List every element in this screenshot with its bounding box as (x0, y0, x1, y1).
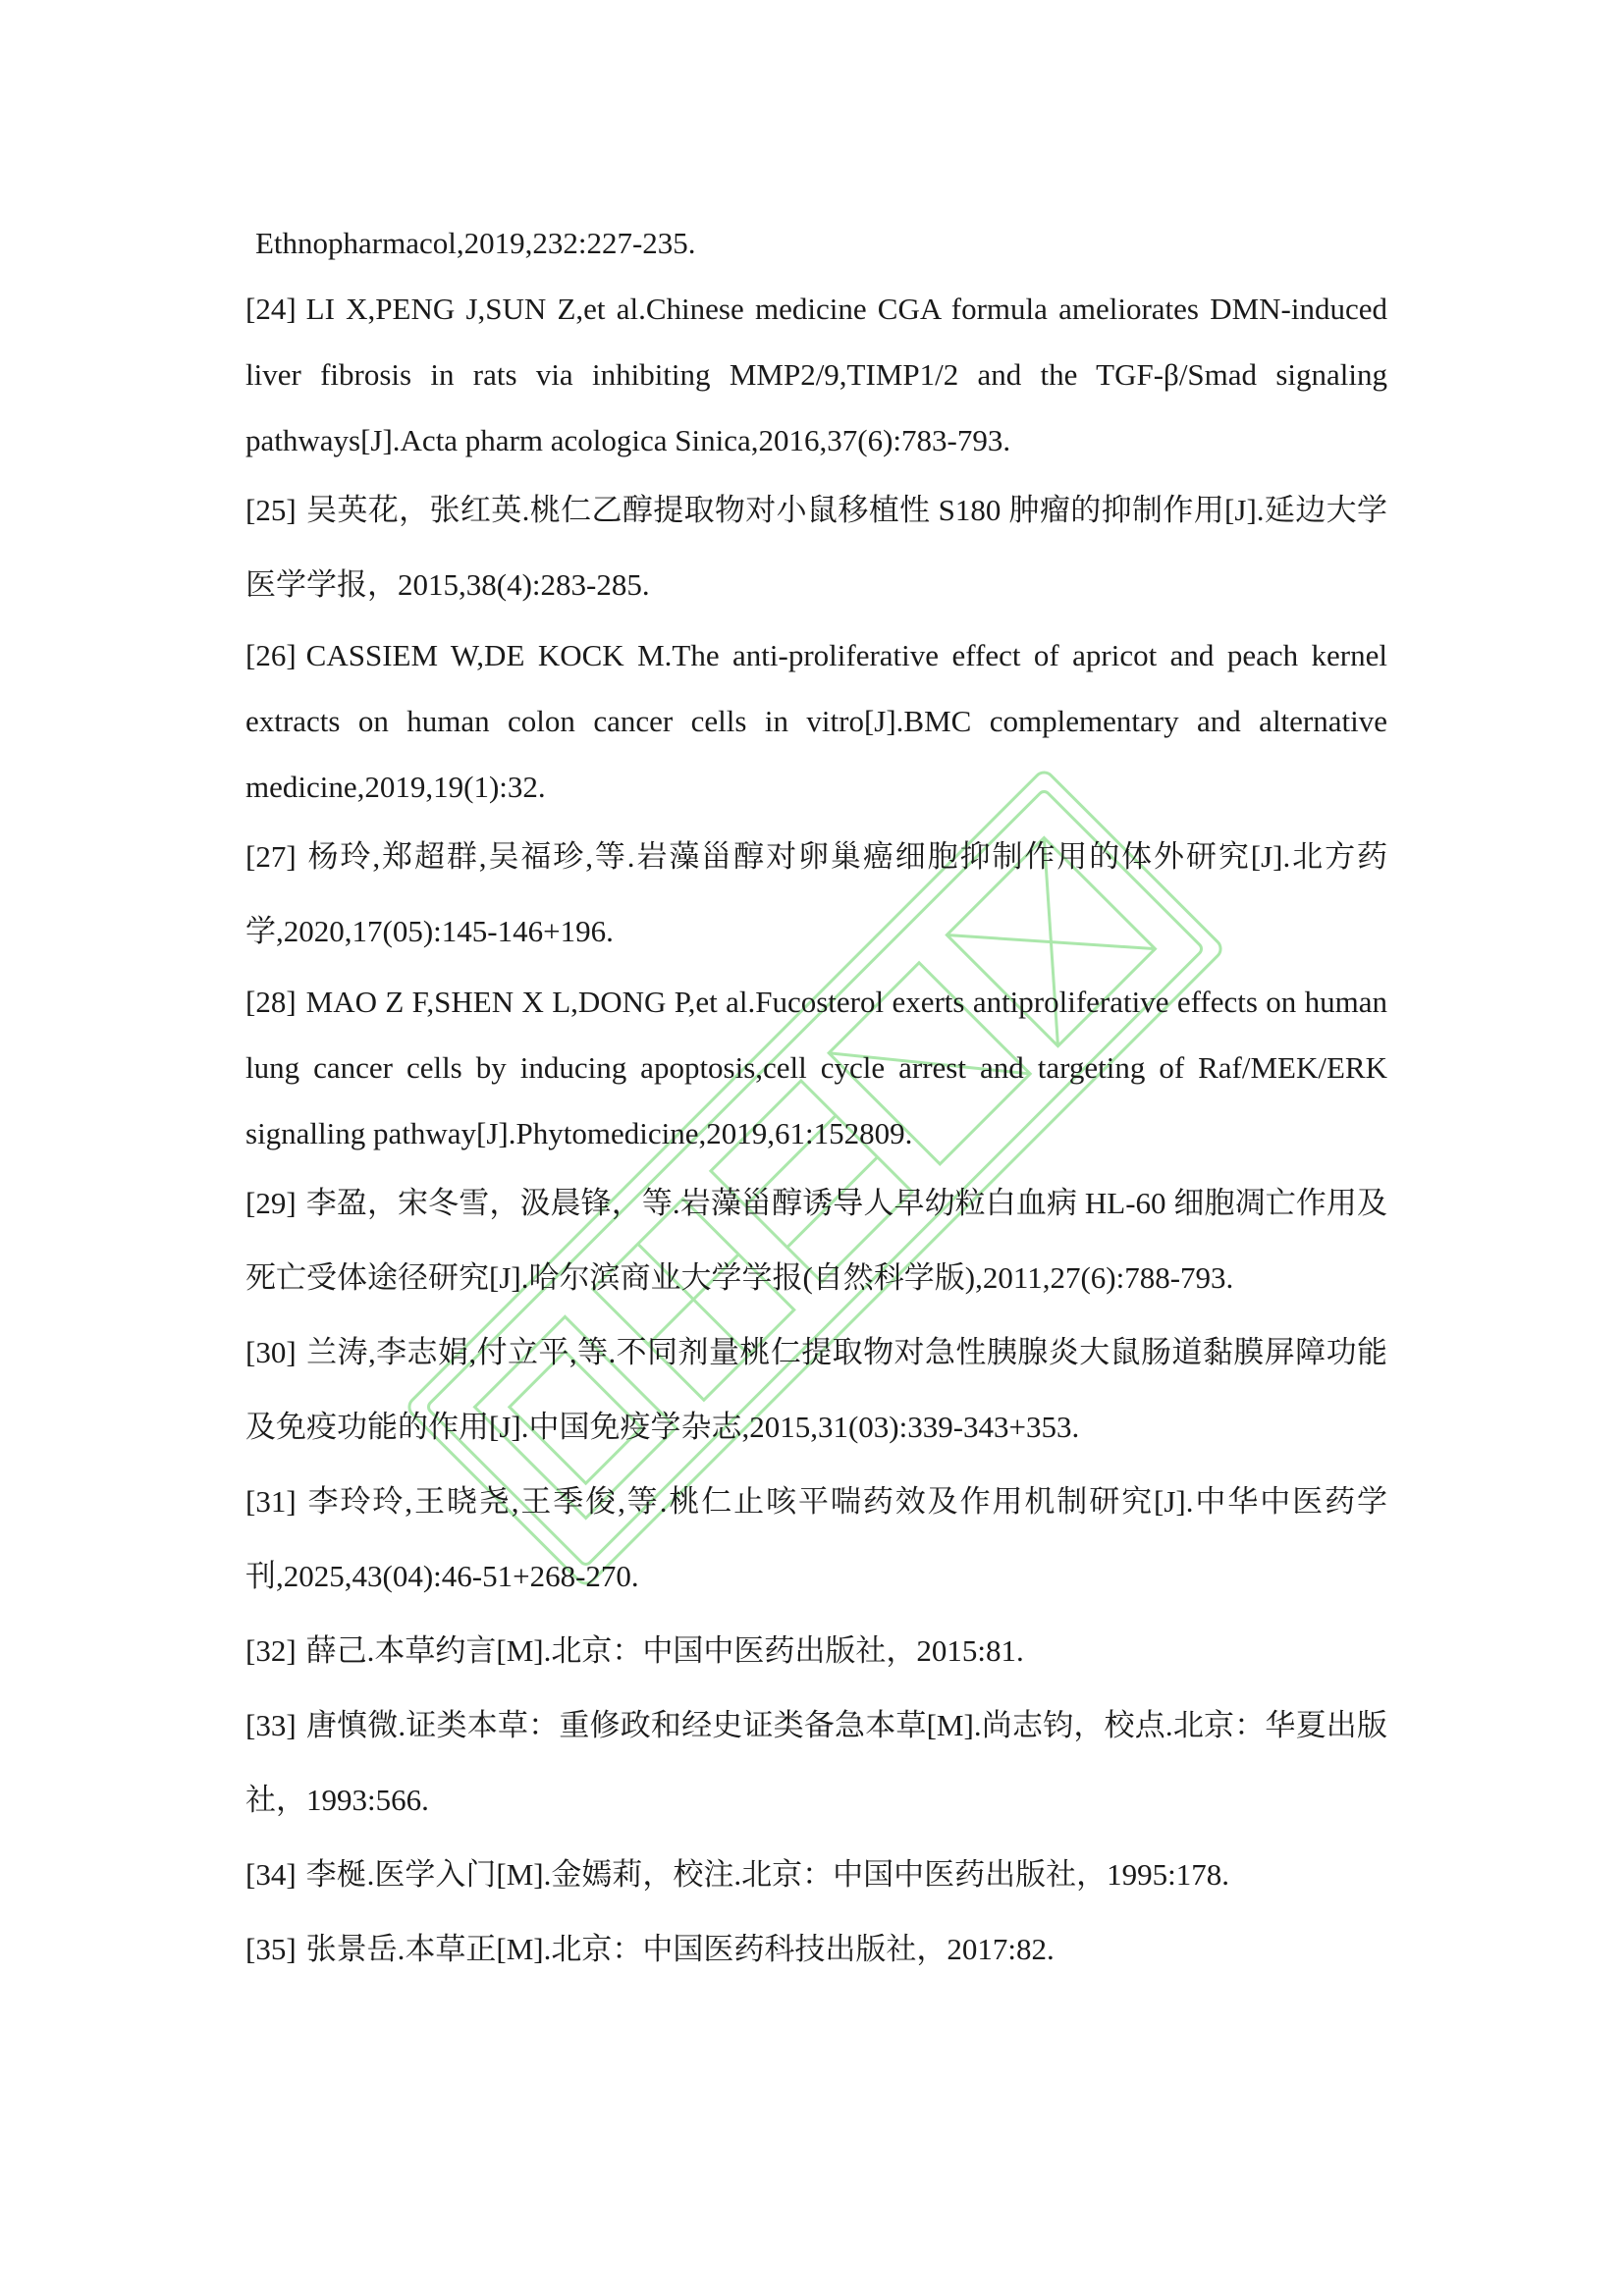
reference-item (245, 969, 1387, 1166)
reference-number: [28] (245, 985, 297, 1019)
reference-number: [32] (245, 1633, 297, 1668)
reference-text: 杨玲,郑超群,吴福珍,等.岩藻甾醇对卵巢癌细胞抑制作用的体外研究[J].北方药学,2020,17(05):145-146+196. (245, 839, 1387, 948)
reference-text: 李盈，宋冬雪，汲晨锋，等.岩藻甾醇诱导人早幼粒白血病 HL-60 细胞凋亡作用及死亡受体途径研究[J].哈尔滨商业大学学报(自然科学版),2011,27(6):788-793. (245, 1186, 1387, 1295)
reference-text: 李梴.医学入门[M].金嫣莉，校注.北京：中国中医药出版社，1995:178. (305, 1857, 1229, 1892)
reference-text: Ethnopharmacol,2019,232:227-235. (255, 226, 696, 260)
reference-item (245, 1688, 1387, 1838)
reference-text: 薛己.本草约言[M].北京：中国中医药出版社，2015:81. (305, 1633, 1024, 1668)
reference-item (245, 1912, 1387, 1987)
reference-text: LI X,PENG J,SUN Z,et al.Chinese medicine CGA formula ameliorates DMN-induced liver fibrosis in rats via inhibiting MMP2/9,TIMP1/2 and the TGF-β/Smad signaling pathways[J].Acta pharm acologica Sinica,2016,37(6):783-793. (245, 292, 1387, 457)
reference-text: 吴英花，张红英.桃仁乙醇提取物对小鼠移植性 S180 肿瘤的抑制作用[J].延边大学医学学报，2015,38(4):283-285. (245, 493, 1387, 602)
reference-text: CASSIEM W,DE KOCK M.The anti-proliferative effect of apricot and peach kernel extracts on human colon cancer cells in vitro[J].BMC complementary and alternative medicine,2019,19(1):32. (245, 638, 1387, 804)
reference-text: MAO Z F,SHEN X L,DONG P,et al.Fucosterol exerts antiproliferative effects on human lung cancer cells by inducing apoptosis,cell cycle arrest and targeting of Raf/MEK/ERK signalling pathway[J].Phytomedicine,2019,61:152809. (245, 985, 1387, 1150)
reference-item (245, 1838, 1387, 1912)
reference-number: [33] (245, 1708, 297, 1742)
reference-item (245, 1614, 1387, 1688)
reference-number: [34] (245, 1857, 297, 1892)
reference-number: [27] (245, 839, 297, 874)
reference-number: [35] (245, 1932, 297, 1966)
reference-item (245, 1465, 1387, 1614)
reference-item (245, 820, 1387, 969)
reference-text: 唐慎微.证类本草：重修政和经史证类备急本草[M].尚志钧，校点.北京：华夏出版社，1993:566. (245, 1708, 1387, 1817)
reference-text: 张景岳.本草正[M].北京：中国医药科技出版社，2017:82. (305, 1932, 1055, 1966)
reference-number: [25] (245, 493, 297, 527)
reference-item (245, 1315, 1387, 1465)
reference-text: 兰涛,李志娟,付立平,等.不同剂量桃仁提取物对急性胰腺炎大鼠肠道黏膜屏障功能及免疫功能的作用[J].中国免疫学杂志,2015,31(03):339-343+353. (245, 1335, 1387, 1444)
reference-number: [26] (245, 638, 297, 672)
reference-item (245, 276, 1387, 473)
reference-item (245, 210, 1387, 276)
reference-text: 李玲玲,王晓尧,王季俊,等.桃仁止咳平喘药效及作用机制研究[J].中华中医药学刊,2025,43(04):46-51+268-270. (245, 1484, 1387, 1593)
reference-list (245, 210, 1387, 1987)
reference-number: [29] (245, 1186, 297, 1220)
reference-item (245, 622, 1387, 820)
reference-number: [30] (245, 1335, 297, 1369)
reference-number: [31] (245, 1484, 297, 1519)
reference-item (245, 473, 1387, 622)
reference-item (245, 1166, 1387, 1315)
reference-number: [24] (245, 292, 297, 326)
